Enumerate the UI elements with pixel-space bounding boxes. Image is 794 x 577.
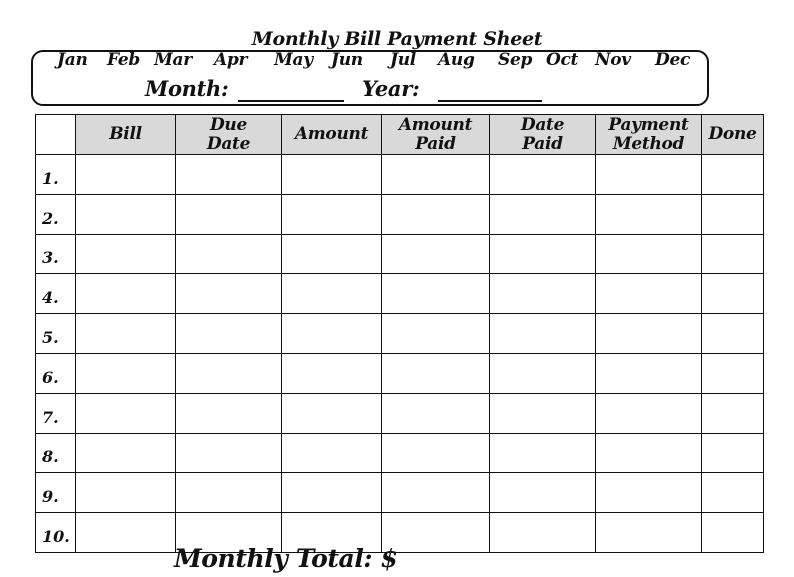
month-oct[interactable]: Oct: [546, 50, 579, 70]
table-row: [36, 155, 764, 195]
amount-paid-cell[interactable]: [382, 314, 490, 354]
year-field-line[interactable]: [438, 100, 542, 102]
row-number: 8.: [36, 433, 76, 473]
done-cell[interactable]: [702, 234, 764, 274]
date-paid-cell[interactable]: [490, 513, 596, 553]
payment-method-cell[interactable]: [596, 155, 702, 195]
bill-cell[interactable]: [76, 473, 176, 513]
amount-cell[interactable]: [282, 314, 382, 354]
bill-cell[interactable]: [76, 155, 176, 195]
payment-method-cell[interactable]: [596, 314, 702, 354]
header-amount-paid-line2: Paid: [415, 133, 456, 154]
month-dec[interactable]: Dec: [655, 50, 691, 70]
table-row: [36, 234, 764, 274]
payment-method-cell[interactable]: [596, 274, 702, 314]
header-amount-paid: [382, 115, 490, 155]
done-cell[interactable]: [702, 393, 764, 433]
payment-method-cell[interactable]: [596, 473, 702, 513]
bill-cell[interactable]: [76, 234, 176, 274]
header-date-paid: [490, 115, 596, 155]
payment-method-cell[interactable]: [596, 433, 702, 473]
amount-paid-cell[interactable]: [382, 274, 490, 314]
table-row: [36, 353, 764, 393]
month-jan[interactable]: Jan: [57, 50, 88, 70]
table-row: [36, 513, 764, 553]
due-date-cell[interactable]: [176, 234, 282, 274]
month-nov[interactable]: Nov: [595, 50, 631, 70]
bill-cell[interactable]: [76, 274, 176, 314]
table-body: [36, 155, 764, 553]
month-sep[interactable]: Sep: [498, 50, 533, 70]
date-paid-cell[interactable]: [490, 314, 596, 354]
bill-cell[interactable]: [76, 194, 176, 234]
amount-cell[interactable]: [282, 353, 382, 393]
due-date-cell[interactable]: [176, 473, 282, 513]
amount-cell[interactable]: [282, 234, 382, 274]
done-cell[interactable]: [702, 314, 764, 354]
payment-method-cell[interactable]: [596, 393, 702, 433]
month-jun[interactable]: Jun: [331, 50, 363, 70]
amount-cell[interactable]: [282, 393, 382, 433]
payment-method-cell[interactable]: [596, 194, 702, 234]
payment-method-cell[interactable]: [596, 234, 702, 274]
header-blank-cell: [36, 115, 76, 155]
row-number: 1.: [36, 155, 76, 195]
table-row: [36, 473, 764, 513]
month-may[interactable]: May: [274, 50, 313, 70]
done-cell[interactable]: [702, 274, 764, 314]
amount-paid-cell[interactable]: [382, 433, 490, 473]
header-date-paid-line2: Paid: [522, 133, 563, 154]
header-bill: [76, 115, 176, 155]
table-row: [36, 393, 764, 433]
amount-paid-cell[interactable]: [382, 194, 490, 234]
row-number: 7.: [36, 393, 76, 433]
month-apr[interactable]: Apr: [214, 50, 248, 70]
date-paid-cell[interactable]: [490, 473, 596, 513]
header-payment-method-line2: Method: [612, 133, 685, 154]
row-number: 3.: [36, 234, 76, 274]
amount-paid-cell[interactable]: [382, 234, 490, 274]
done-cell[interactable]: [702, 513, 764, 553]
bill-cell[interactable]: [76, 513, 176, 553]
header-done: [702, 115, 764, 155]
bill-cell[interactable]: [76, 353, 176, 393]
amount-cell[interactable]: [282, 433, 382, 473]
row-number: 6.: [36, 353, 76, 393]
header-row: [36, 115, 764, 155]
header-due-date-line1: Due: [209, 114, 248, 135]
header-amount: [282, 115, 382, 155]
due-date-cell[interactable]: [176, 194, 282, 234]
amount-paid-cell[interactable]: [382, 473, 490, 513]
done-cell[interactable]: [702, 473, 764, 513]
due-date-cell[interactable]: [176, 155, 282, 195]
due-date-cell[interactable]: [176, 274, 282, 314]
bill-cell[interactable]: [76, 314, 176, 354]
table-row: [36, 274, 764, 314]
row-number: 2.: [36, 194, 76, 234]
date-paid-cell[interactable]: [490, 353, 596, 393]
amount-cell[interactable]: [282, 194, 382, 234]
header-date-paid-line1: Date: [520, 114, 565, 135]
header-payment-method: [596, 115, 702, 155]
amount-cell[interactable]: [282, 155, 382, 195]
month-mar[interactable]: Mar: [154, 50, 192, 70]
bill-cell[interactable]: [76, 433, 176, 473]
month-feb[interactable]: Feb: [107, 50, 140, 70]
bill-cell[interactable]: [76, 393, 176, 433]
payment-method-cell[interactable]: [596, 353, 702, 393]
date-paid-cell[interactable]: [490, 274, 596, 314]
date-paid-cell[interactable]: [490, 433, 596, 473]
header-done-label: Done: [708, 124, 757, 144]
table-row: [36, 314, 764, 354]
month-field-line[interactable]: [238, 100, 344, 102]
monthly-total-label: Monthly Total: $: [174, 544, 398, 573]
done-cell[interactable]: [702, 194, 764, 234]
date-paid-cell[interactable]: [490, 155, 596, 195]
row-number: 4.: [36, 274, 76, 314]
amount-paid-cell[interactable]: [382, 353, 490, 393]
row-number: 5.: [36, 314, 76, 354]
header-payment-method-line1: Payment: [608, 114, 689, 135]
year-field-label: Year:: [362, 76, 420, 101]
month-aug[interactable]: Aug: [438, 50, 475, 70]
month-field-label: Month:: [145, 76, 229, 101]
amount-paid-cell[interactable]: [382, 393, 490, 433]
header-due-date-line2: Date: [206, 133, 251, 154]
header-amount-paid-line1: Amount: [398, 114, 473, 135]
header-bill-label: Bill: [109, 124, 142, 144]
page-title: Monthly Bill Payment Sheet: [251, 28, 543, 50]
due-date-cell[interactable]: [176, 433, 282, 473]
due-date-cell[interactable]: [176, 353, 282, 393]
bill-table: [35, 114, 764, 553]
done-cell[interactable]: [702, 353, 764, 393]
header-amount-label: Amount: [294, 124, 369, 144]
row-number: 10.: [36, 513, 76, 553]
date-paid-cell[interactable]: [490, 234, 596, 274]
done-cell[interactable]: [702, 155, 764, 195]
table-row: [36, 194, 764, 234]
amount-paid-cell[interactable]: [382, 155, 490, 195]
date-paid-cell[interactable]: [490, 194, 596, 234]
done-cell[interactable]: [702, 433, 764, 473]
amount-cell[interactable]: [282, 473, 382, 513]
table-row: [36, 433, 764, 473]
month-jul[interactable]: Jul: [390, 50, 416, 70]
row-number: 9.: [36, 473, 76, 513]
header-due-date: [176, 115, 282, 155]
date-paid-cell[interactable]: [490, 393, 596, 433]
due-date-cell[interactable]: [176, 393, 282, 433]
amount-cell[interactable]: [282, 274, 382, 314]
due-date-cell[interactable]: [176, 314, 282, 354]
payment-method-cell[interactable]: [596, 513, 702, 553]
